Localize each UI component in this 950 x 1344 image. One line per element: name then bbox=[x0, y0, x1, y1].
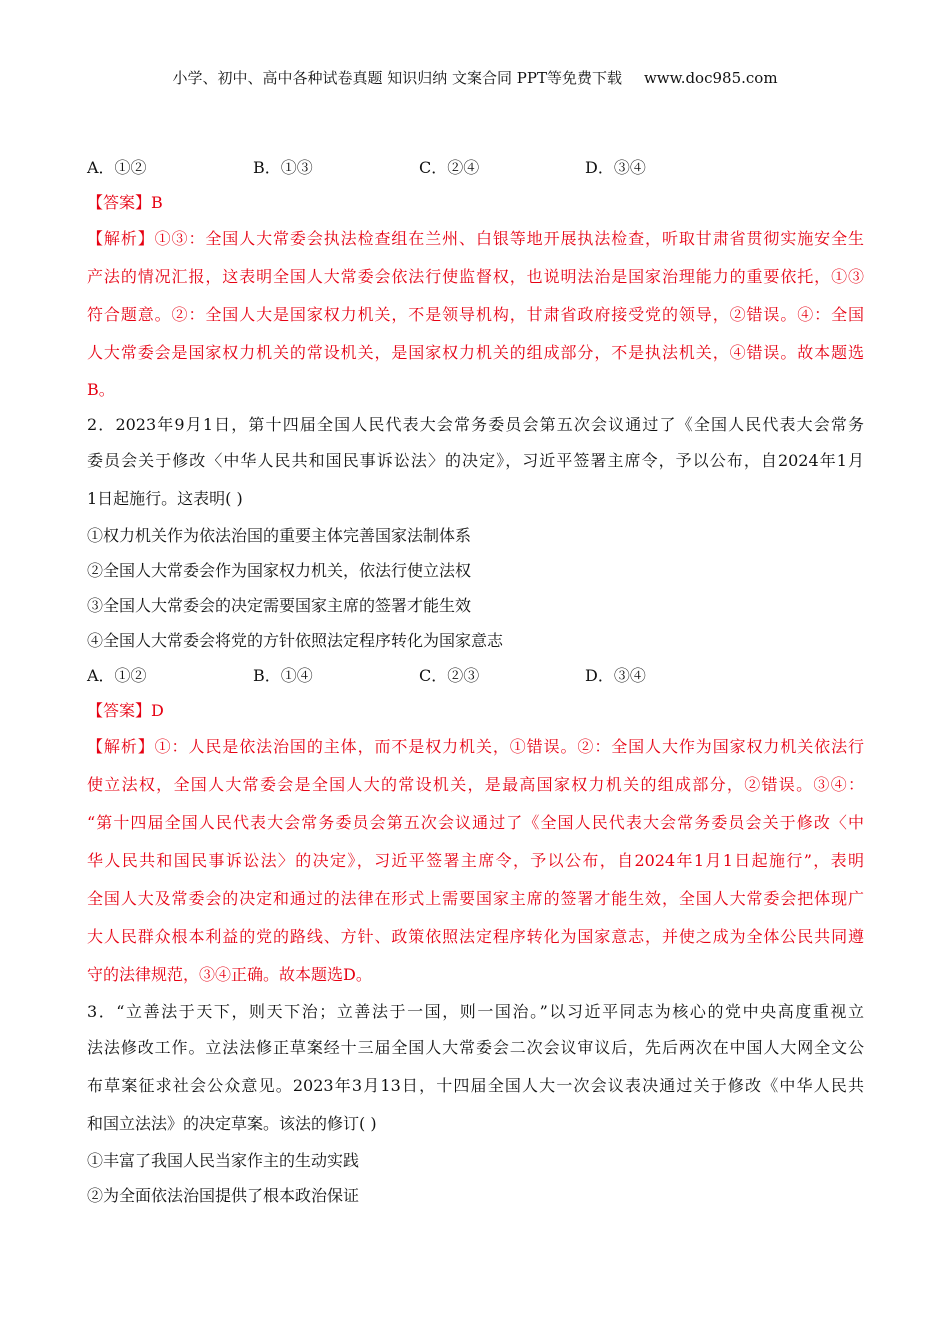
q2-analysis-line: 守的法律规范，③④正确。故本题选D。 bbox=[87, 965, 372, 984]
q1-options bbox=[87, 150, 864, 185]
q1-analysis-line: B。 bbox=[87, 380, 115, 399]
q1-option-c: C．②④ bbox=[419, 158, 480, 177]
q2-stem-line: 委员会关于修改〈中华人民共和国民事诉讼法〉的决定》，习近平签署主席令，予以公布，自2024年1月 bbox=[87, 451, 864, 470]
q1-answer: 【答案】B bbox=[87, 193, 163, 212]
q3-stem-line: 和国立法法》的决定草案。该法的修订( ) bbox=[87, 1114, 377, 1133]
q1-analysis-line: 【解析】①③：全国人大常委会执法检查组在兰州、白银等地开展执法检查，听取甘肃省贯彻实施安全生 bbox=[87, 229, 864, 248]
q2-analysis-line: “第十四届全国人民代表大会常务委员会第五次会议通过了《全国人民代表大会常务委员会关于修改〈中 bbox=[87, 813, 864, 832]
q2-option-b: B．①④ bbox=[253, 666, 313, 685]
q1-analysis-line: 符合题意。②：全国人大是国家权力机关，不是领导机构，甘肃省政府接受党的领导，②错误。④：全国 bbox=[87, 305, 864, 324]
q2-item: ④全国人大常委会将党的方针依照法定程序转化为国家意志 bbox=[87, 631, 504, 650]
q3-stem-line: 布草案征求社会公众意见。2023年3月13日，十四届全国人大一次会议表决通过关于修改《中华人民共 bbox=[87, 1076, 864, 1095]
q1-option-d: D．③④ bbox=[585, 158, 646, 177]
q2-analysis-line: 华人民共和国民事诉讼法〉的决定》，习近平签署主席令，予以公布，自2024年1月1日起施行”，表明 bbox=[87, 851, 864, 870]
q2-analysis-line: 使立法权，全国人大常委会是全国人大的常设机关，是最高国家权力机关的组成部分，②错误。③④： bbox=[87, 775, 864, 794]
q2-stem-line: 1日起施行。这表明( ) bbox=[87, 489, 243, 508]
q3-item: ①丰富了我国人民当家作主的生动实践 bbox=[87, 1151, 360, 1170]
q2-item: ②全国人大常委会作为国家权力机关，依法行使立法权 bbox=[87, 561, 472, 580]
q2-answer: 【答案】D bbox=[87, 701, 164, 720]
q2-option-d: D．③④ bbox=[585, 666, 646, 685]
q1-option-a: A．①② bbox=[87, 158, 147, 177]
q2-item: ①权力机关作为依法治国的重要主体完善国家法制体系 bbox=[87, 526, 472, 545]
q2-analysis-line: 全国人大及常委会的决定和通过的法律在形式上需要国家主席的签署才能生效，全国人大常委会把体现广 bbox=[87, 889, 864, 908]
q2-option-c: C．②③ bbox=[419, 666, 480, 685]
q2-analysis-line: 【解析】①：人民是依法治国的主体，而不是权力机关，①错误。②：全国人大作为国家权力机关依法行 bbox=[87, 737, 864, 756]
header-site-link[interactable]: www.doc985.com bbox=[643, 69, 778, 87]
q3-stem-line: 法法修改工作。立法法修正草案经十三届全国人大常委会二次会议审议后，先后两次在中国人大网全文公 bbox=[87, 1038, 864, 1057]
page-header bbox=[0, 66, 950, 90]
header-text: 小学、初中、高中各种试卷真题 知识归纳 文案合同 PPT等免费下载 bbox=[172, 69, 622, 87]
q3-stem-line: 3．“立善法于天下，则天下治；立善法于一国，则一国治。”以习近平同志为核心的党中央高度重视立 bbox=[87, 1002, 864, 1021]
q1-analysis-line: 产法的情况汇报，这表明全国人大常委会依法行使监督权，也说明法治是国家治理能力的重要依托，①③ bbox=[87, 267, 864, 286]
q3-item: ②为全面依法治国提供了根本政治保证 bbox=[87, 1186, 360, 1205]
document-body bbox=[87, 150, 864, 1213]
q1-analysis-line: 人大常委会是国家权力机关的常设机关，是国家权力机关的组成部分，不是执法机关，④错误。故本题选 bbox=[87, 343, 864, 362]
q2-item: ③全国人大常委会的决定需要国家主席的签署才能生效 bbox=[87, 596, 472, 615]
q1-option-b: B．①③ bbox=[253, 158, 313, 177]
q2-stem-line: 2．2023年9月1日，第十四届全国人民代表大会常务委员会第五次会议通过了《全国人民代表大会常务 bbox=[87, 415, 864, 434]
q2-options bbox=[87, 658, 864, 693]
q2-analysis-line: 大人民群众根本利益的党的路线、方针、政策依照法定程序转化为国家意志，并使之成为全体公民共同遵 bbox=[87, 927, 864, 946]
q2-option-a: A．①② bbox=[87, 666, 147, 685]
